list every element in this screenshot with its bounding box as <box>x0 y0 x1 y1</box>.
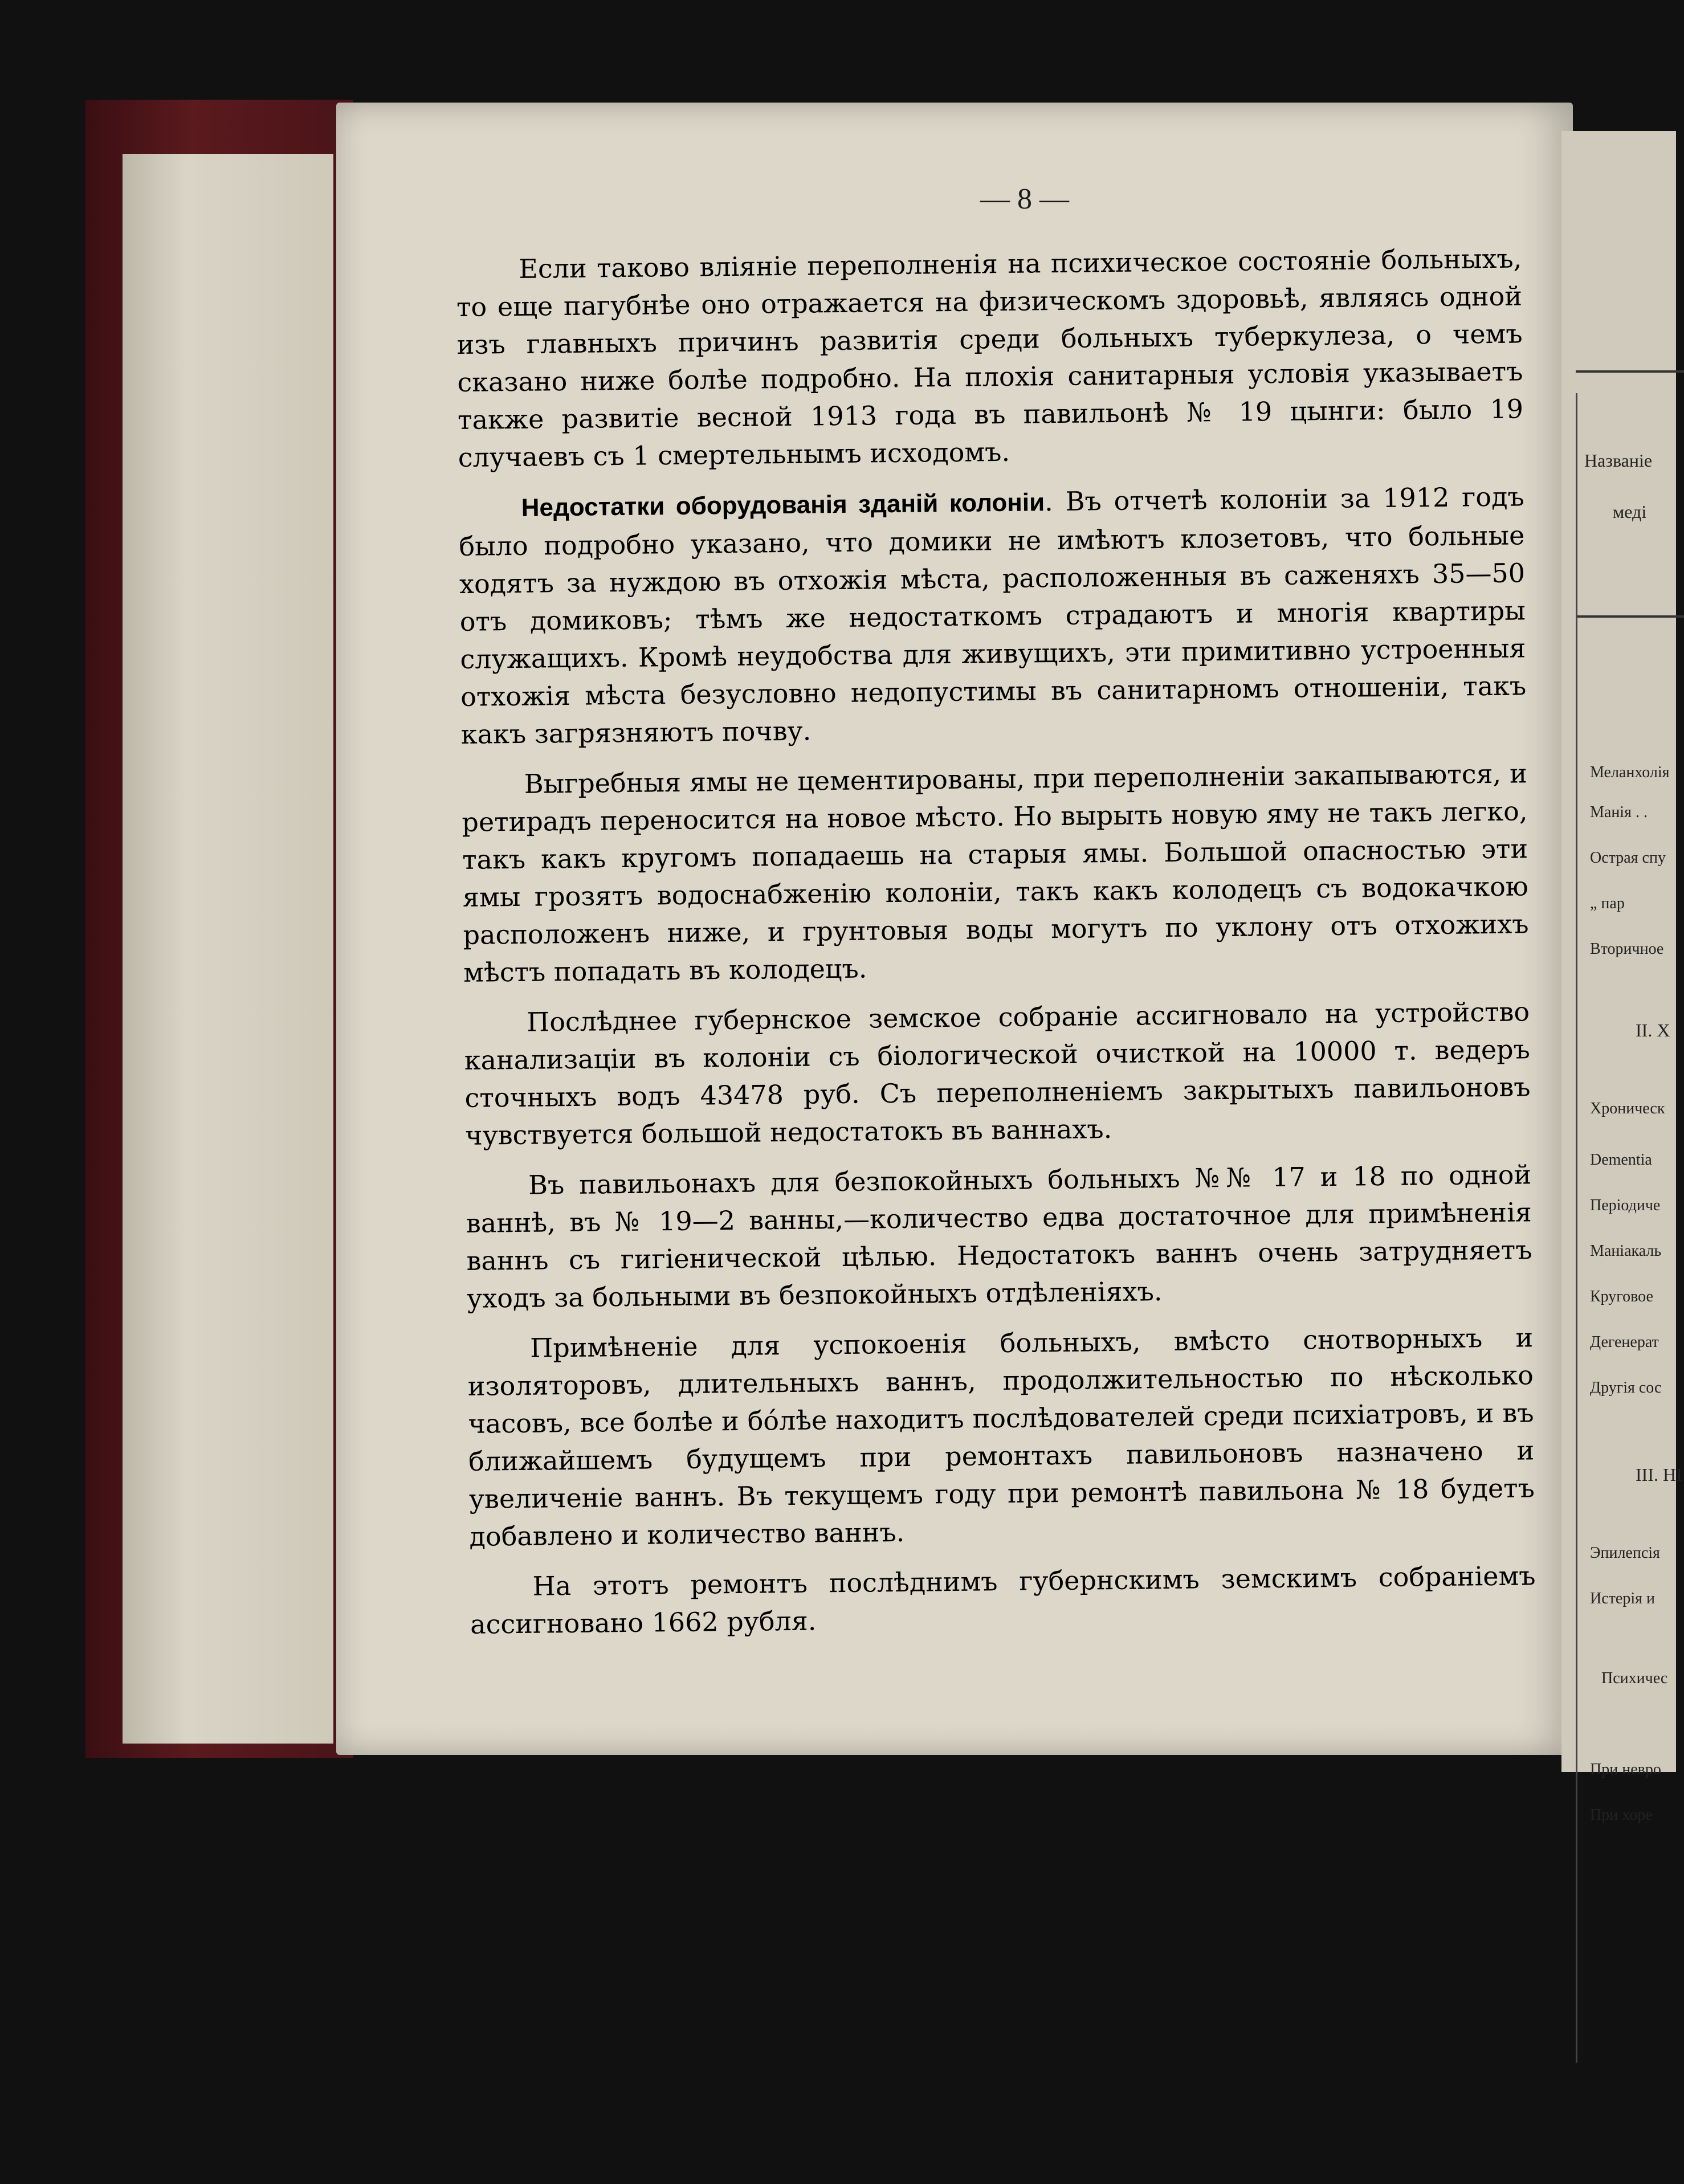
table-rule-header <box>1576 615 1684 618</box>
row-label: Dementia <box>1590 1151 1652 1169</box>
row-label: Дегенерат <box>1590 1333 1659 1351</box>
table-rule-top <box>1576 370 1684 373</box>
table-header-name: Названіе <box>1584 450 1653 471</box>
paragraph-6: Примѣненіе для успокоенія больныхъ, вмѣсто снотворныхъ и изоляторовъ, длительныхъ ваннъ, продолжительностью по нѣсколько часовъ, все болѣе и бо́лѣе находитъ послѣдователей среди психіатровъ, и въ ближайшемъ будущемъ при ремонтахъ павильоновъ назначено и увеличеніе ваннъ. Въ текущемъ году при ремонтѣ павильона № 18 будетъ добавлено и количество ваннъ. <box>467 1322 1535 1552</box>
section-label: II. Х <box>1636 1020 1670 1040</box>
row-label: Истерія и <box>1590 1590 1655 1607</box>
right-page <box>1561 131 1682 1824</box>
row-label: „ пар <box>1590 895 1625 912</box>
table-header-sub: меді <box>1613 501 1647 522</box>
paragraph-3: Выгребныя ямы не цементированы, при переполненіи закапываются, и ретирадъ переносится на новое мѣсто. Но вырыть новую яму не такъ легко, такъ какъ кругомъ попадаешь на старыя ямы. Большой опасностью эти ямы грозятъ водоснабженію колоніи, такъ какъ колодецъ съ водокачкою расположенъ ниже, и грунтовыя воды могутъ по уклону отъ отхожихъ мѣстъ попадать въ колодецъ. <box>462 758 1529 988</box>
page-edges <box>123 154 333 1744</box>
row-label: Хроническ <box>1590 1100 1665 1117</box>
row-label: Манія . . <box>1590 803 1648 821</box>
page-number: — 8 — <box>980 183 1069 215</box>
row-label: Острая спу <box>1590 849 1666 867</box>
paragraph-2: Недостатки оборудованія зданій колоніи. Въ отчетѣ колоніи за 1912 годъ было подробно указано, что домики не имѣютъ клозетовъ, что больные ходятъ за нуждою въ отхожія мѣста, расположенныя въ саженяхъ 35—50 отъ домиковъ; тѣмъ же недостаткомъ страдаютъ и многія квартиры служащихъ. Кромѣ неудобства для живущихъ, эти примитивно устроенныя отхожія мѣста безусловно недопустимы въ санитарномъ отношеніи, такъ какъ загрязняютъ почву. <box>459 481 1527 750</box>
paragraph-7: На этотъ ремонтъ послѣднимъ губернскимъ земскимъ собраніемъ ассигновано 1662 рубля. <box>470 1560 1536 1640</box>
paragraph-1: Если таково вліяніе переполненія на психическое состояніе больныхъ, то еще пагубнѣе оно отражается на физическомъ здоровьѣ, являясь одной изъ главныхъ причинъ развитія среди больныхъ туберкулеза, о чемъ сказано ниже болѣе подробно. На плохія санитарныя условія указываетъ также развитіе весной 1913 года въ павильонѣ № 19 цынги: было 19 случаевъ съ 1 смертельнымъ исходомъ. <box>456 243 1524 473</box>
row-label: При невро <box>1590 1761 1661 1778</box>
row-label: При хоре <box>1590 1806 1653 1824</box>
row-label: Психичес <box>1601 1669 1668 1687</box>
table-vline <box>1576 393 1577 2063</box>
row-label: Маніакаль <box>1590 1242 1662 1260</box>
row-label: Другія сос <box>1590 1379 1662 1397</box>
section-heading: Недостатки оборудованія зданій колоніи <box>521 488 1045 522</box>
row-label: Меланхолія <box>1590 764 1670 781</box>
row-label: Эпилепсія <box>1590 1544 1660 1562</box>
row-label: Вторичное <box>1590 940 1664 958</box>
row-label: Круговое <box>1590 1288 1653 1305</box>
paragraph-2-text: Въ отчетѣ колоніи за 1912 годъ было подробно указано, что домики не имѣютъ клозетовъ, что больные ходятъ за нуждою въ отхожія мѣста, расположенныя въ саженяхъ 35—50 отъ домиковъ; тѣмъ же недостаткомъ страдаютъ и многія квартиры служащихъ. Кромѣ неудобства для живущихъ, эти примитивно устроенныя отхожія мѣста безусловно недопустимы въ санитарномъ отношеніи, такъ какъ загрязняютъ почву. <box>459 481 1527 750</box>
paragraph-5: Въ павильонахъ для безпокойныхъ больныхъ №№ 17 и 18 по одной ваннѣ, въ № 19—2 ванны,—количество едва достаточное для примѣненія ваннъ съ гигіенической цѣлью. Недостатокъ ваннъ очень затрудняетъ уходъ за больными въ безпокойныхъ отдѣленіяхъ. <box>466 1159 1532 1314</box>
row-label: Періодиче <box>1590 1197 1661 1214</box>
page-body <box>456 239 1536 1655</box>
section-label: III. НІ <box>1636 1464 1682 1485</box>
paragraph-4: Послѣднее губернское земское собраніе ассигновало на устройство канализаціи въ колоніи съ біологической очисткой на 10000 т. ведеръ сточныхъ водъ 43478 руб. Съ переполненіемъ закрытыхъ павильоновъ чувствуется большой недостатокъ въ ваннахъ. <box>464 996 1531 1151</box>
